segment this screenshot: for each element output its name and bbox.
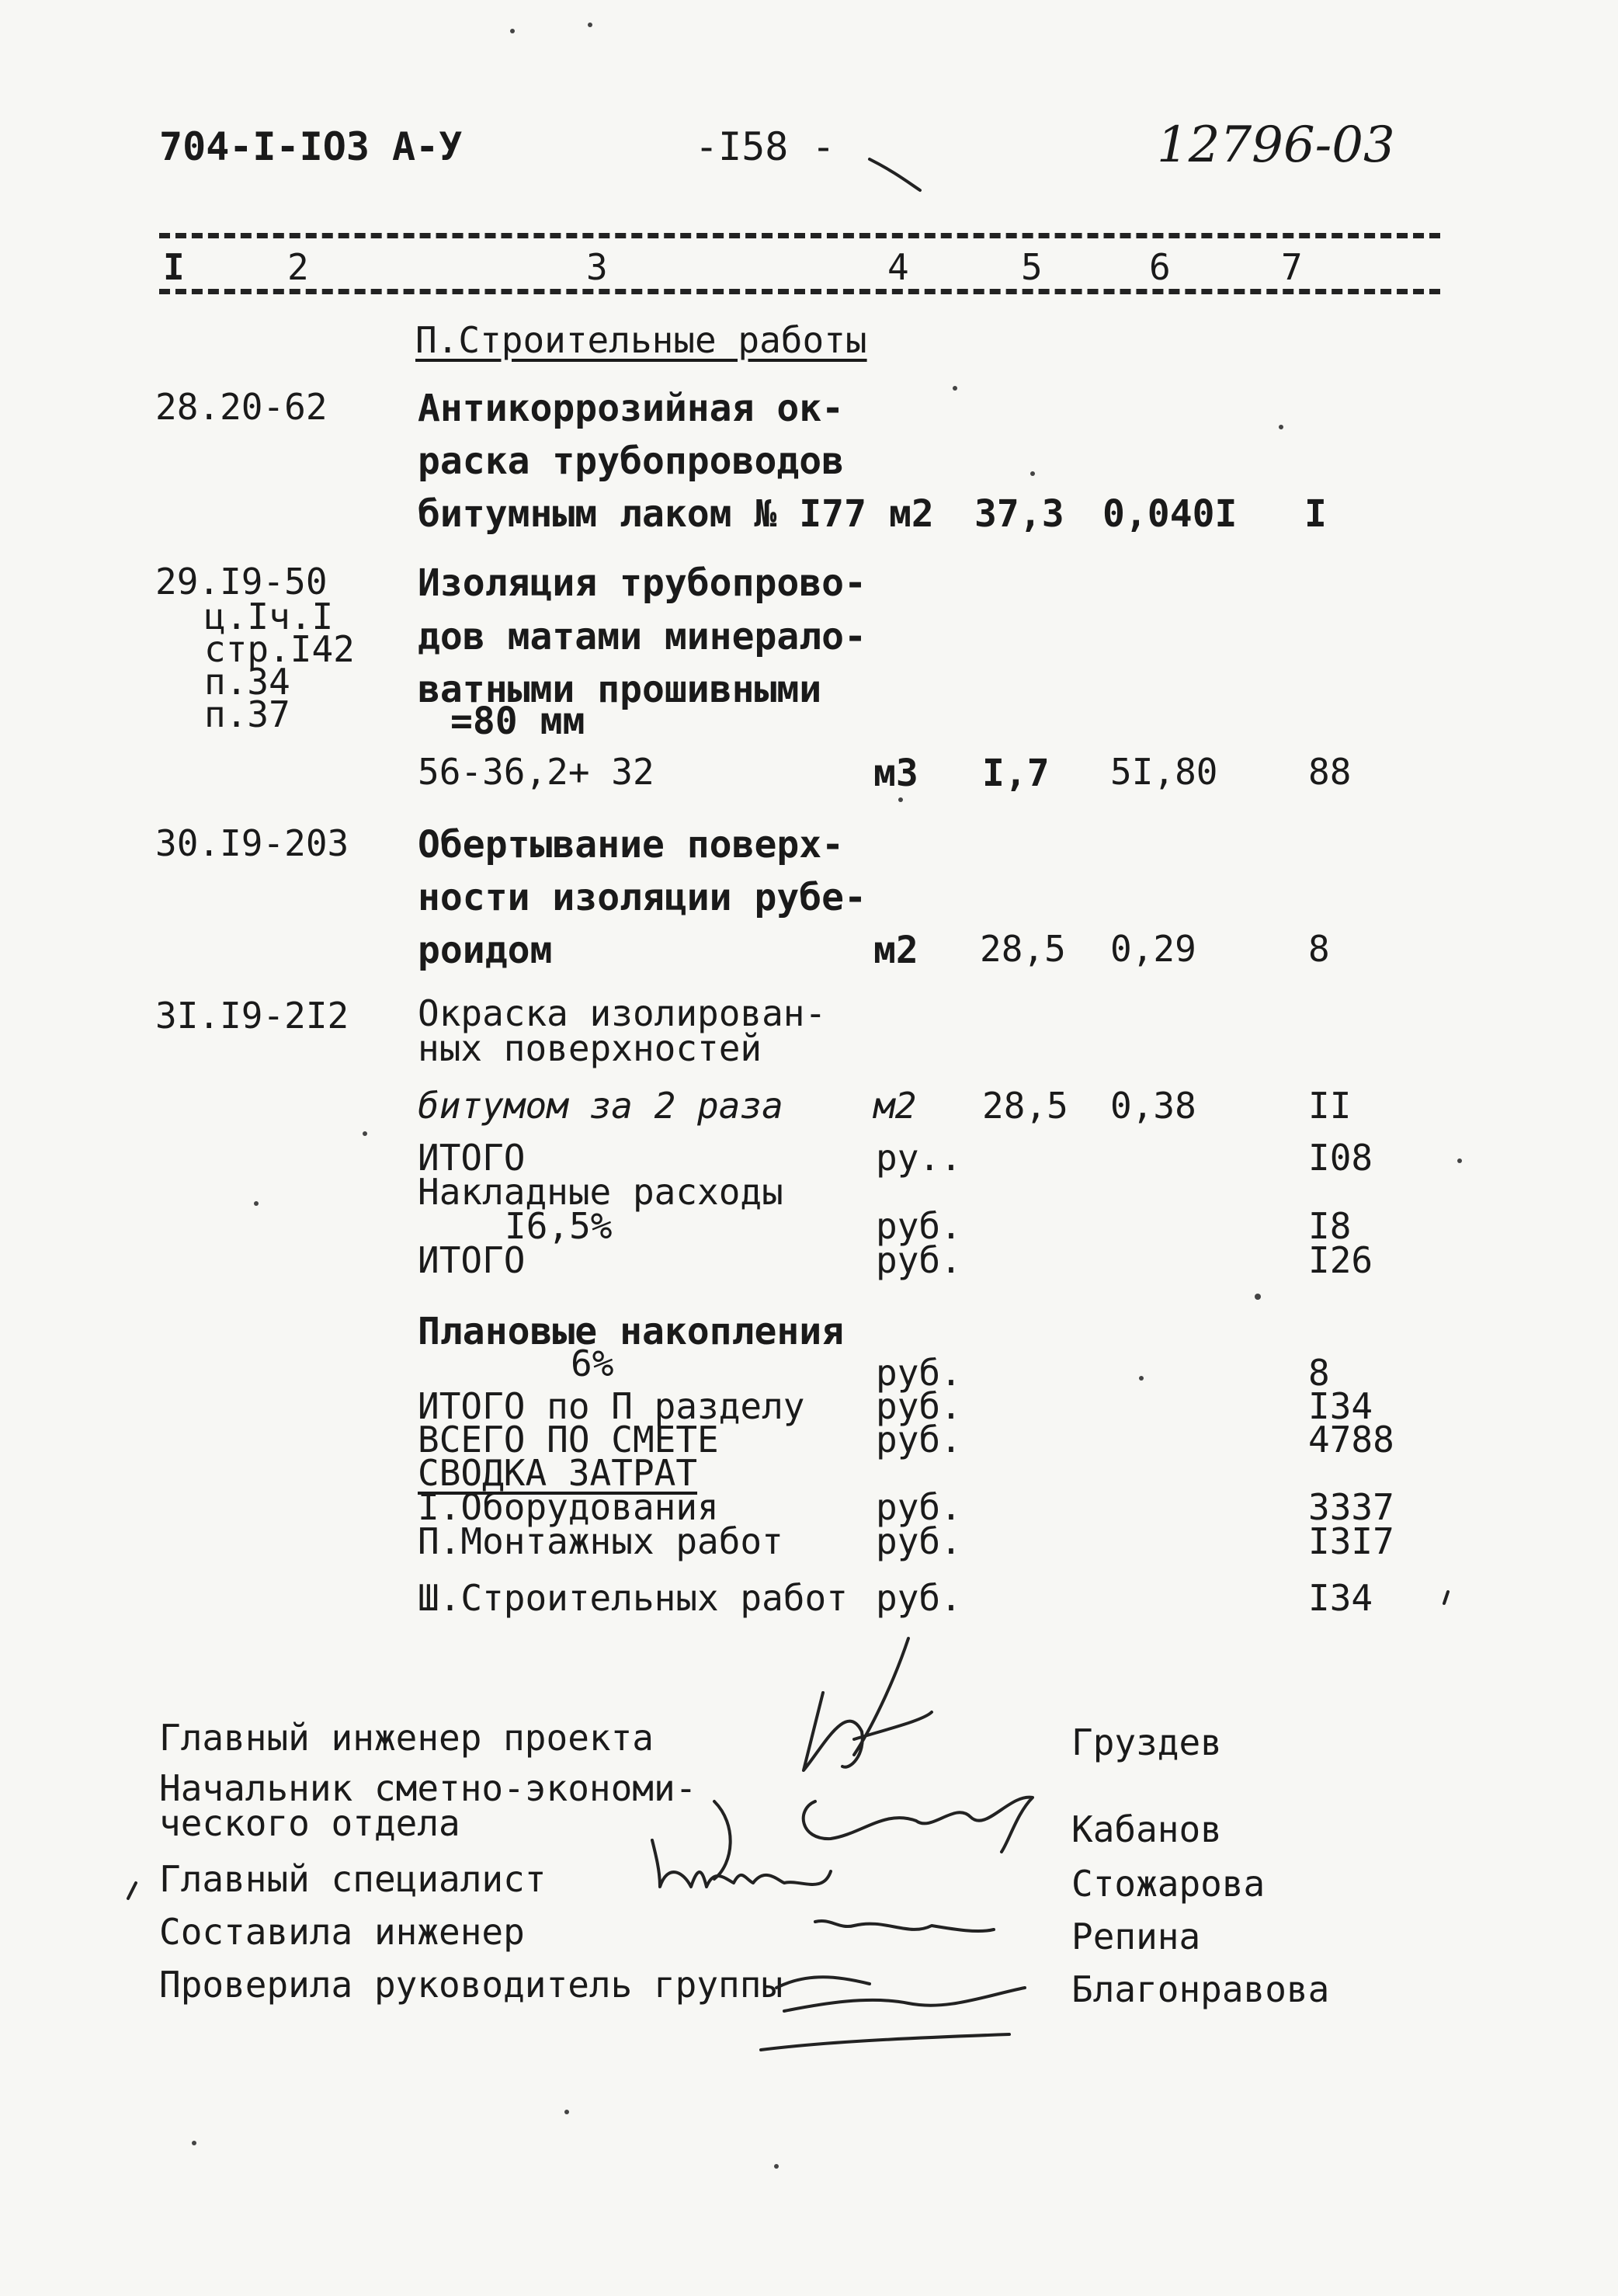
item-unit: м2 [889, 492, 934, 536]
signature-name: Стожарова [1071, 1863, 1266, 1905]
item-desc-line: Обертывание поверх- [418, 823, 845, 867]
summary-unit: руб. [876, 1520, 962, 1562]
total-unit: руб. [876, 1352, 962, 1394]
signature-blagonravova [761, 1977, 1025, 2050]
item-total: II [1308, 1085, 1352, 1127]
item-desc-line: ности изоляции рубе- [418, 876, 866, 919]
summary-label: П.Монтажных работ [418, 1520, 783, 1562]
item-desc-line: битумным лаком № I77 [418, 492, 866, 536]
total-unit: руб. [876, 1205, 962, 1247]
col-num-6: 6 [1149, 246, 1171, 288]
summary-value: I34 [1308, 1577, 1373, 1619]
total-value: I8 [1308, 1205, 1352, 1247]
item-unit: м3 [873, 752, 918, 795]
item-qty: 28,5 [982, 1085, 1068, 1127]
summary-title: СВОДКА ЗАТРАТ [418, 1452, 698, 1494]
summary-value: I3I7 [1308, 1520, 1394, 1562]
total-value: 4788 [1308, 1419, 1394, 1461]
scan-mark-top [870, 159, 920, 190]
total-unit: руб. [876, 1419, 962, 1461]
item-total: 8 [1308, 928, 1330, 970]
item-unit: м2 [873, 1085, 917, 1127]
item-code: 3I.I9-2I2 [155, 995, 349, 1037]
total-label: Накладные расходы [418, 1171, 783, 1213]
signature-name: Репина [1071, 1916, 1201, 1957]
signature-role: Проверила руководитель группы [159, 1964, 783, 2006]
total-value: I08 [1308, 1137, 1373, 1179]
summary-unit: руб. [876, 1486, 962, 1528]
signature-gruzdev [804, 1638, 932, 1770]
total-unit: ру.. [876, 1137, 962, 1179]
signature-name: Благонравова [1071, 1968, 1330, 2010]
item-ref: стр.I42 [204, 628, 355, 670]
item-desc-line: роидом [418, 929, 553, 972]
total-value: I26 [1308, 1239, 1373, 1281]
item-desc-line: Изоляция трубопрово- [418, 561, 866, 605]
doc-handwritten-number: 12796-03 [1157, 116, 1395, 174]
item-unit: м2 [873, 929, 918, 972]
item-desc-line: дов матами минерало- [418, 615, 866, 658]
total-label: ИТОГО по П разделу [418, 1385, 805, 1427]
summary-label: Ш.Строительных работ [418, 1577, 848, 1619]
signature-kabanov-bracket [714, 1801, 731, 1879]
item-price: 0,29 [1110, 928, 1196, 970]
total-unit: руб. [876, 1385, 962, 1427]
item-desc-line: Антикоррозийная ок- [418, 387, 845, 430]
signature-role: Начальник сметно-экономи- [159, 1767, 697, 1809]
signature-role: Главный специалист [159, 1858, 547, 1900]
scan-dust [192, 23, 1462, 2169]
col-num-2: 2 [287, 246, 309, 288]
col-num-7: 7 [1281, 246, 1303, 288]
signature-name: Кабанов [1071, 1808, 1222, 1850]
signature-name: Груздев [1071, 1721, 1222, 1763]
col-num-4: 4 [887, 246, 909, 288]
col-num-1: I [163, 246, 185, 288]
item-desc-line: =80 мм [450, 700, 585, 743]
item-price: 0,38 [1110, 1085, 1196, 1127]
item-code: 29.I9-50 [155, 561, 328, 603]
signature-kabanov [804, 1798, 1033, 1852]
item-qty: 37,3 [974, 492, 1064, 536]
item-price: 5I,80 [1110, 751, 1218, 793]
signature-role: Составила инженер [159, 1911, 525, 1953]
item-desc-line: раска трубопроводов [418, 439, 845, 483]
item-code: 30.I9-203 [155, 822, 349, 864]
page-number: -I58 - [695, 124, 835, 169]
col-num-3: 3 [586, 246, 608, 288]
total-label-rate: I6,5% [505, 1205, 613, 1247]
item-code: 28.20-62 [155, 386, 328, 428]
item-qty: 28,5 [980, 928, 1066, 970]
item-desc-line: ватными прошивными [418, 668, 822, 711]
total-label: ИТОГО [418, 1239, 526, 1281]
doc-code: 704-I-IO3 [159, 124, 370, 169]
signature-repina [815, 1921, 994, 1931]
total-label: Плановые накопления [418, 1310, 845, 1353]
total-label: ВСЕГО ПО СМЕТЕ [418, 1419, 719, 1461]
item-price: 0,040I [1102, 492, 1238, 536]
scan-mark-left [128, 1883, 136, 1898]
item-ref: ц.Iч.I [204, 596, 334, 637]
item-total: 88 [1308, 751, 1352, 793]
item-ref: п.34 [204, 661, 290, 703]
item-total: I [1304, 492, 1327, 536]
item-desc-line: ных поверхностей [418, 1027, 762, 1069]
signature-role-cont: ческого отдела [159, 1802, 460, 1844]
summary-label: I.Оборудования [418, 1486, 719, 1528]
signature-role: Главный инженер проекта [159, 1717, 654, 1759]
summary-unit: руб. [876, 1577, 962, 1619]
total-value: 8 [1308, 1352, 1330, 1394]
item-desc-line: битумом за 2 раза [418, 1085, 783, 1127]
section-title: П.Строительные работы [415, 319, 867, 361]
summary-value: 3337 [1308, 1486, 1394, 1528]
total-label-rate: 6% [571, 1343, 614, 1384]
item-qty: I,7 [982, 752, 1050, 795]
item-ref: п.37 [204, 693, 290, 735]
scan-mark-right [1444, 1592, 1448, 1603]
item-desc-formula: 56-36,2+ 32 [418, 751, 654, 793]
total-unit: руб. [876, 1239, 962, 1281]
total-value: I34 [1308, 1385, 1373, 1427]
signature-stozharova [652, 1840, 831, 1887]
doc-variant: А-У [392, 124, 463, 169]
item-desc-line: Окраска изолирован- [418, 992, 827, 1034]
total-label: ИТОГО [418, 1137, 526, 1179]
col-num-5: 5 [1021, 246, 1043, 288]
